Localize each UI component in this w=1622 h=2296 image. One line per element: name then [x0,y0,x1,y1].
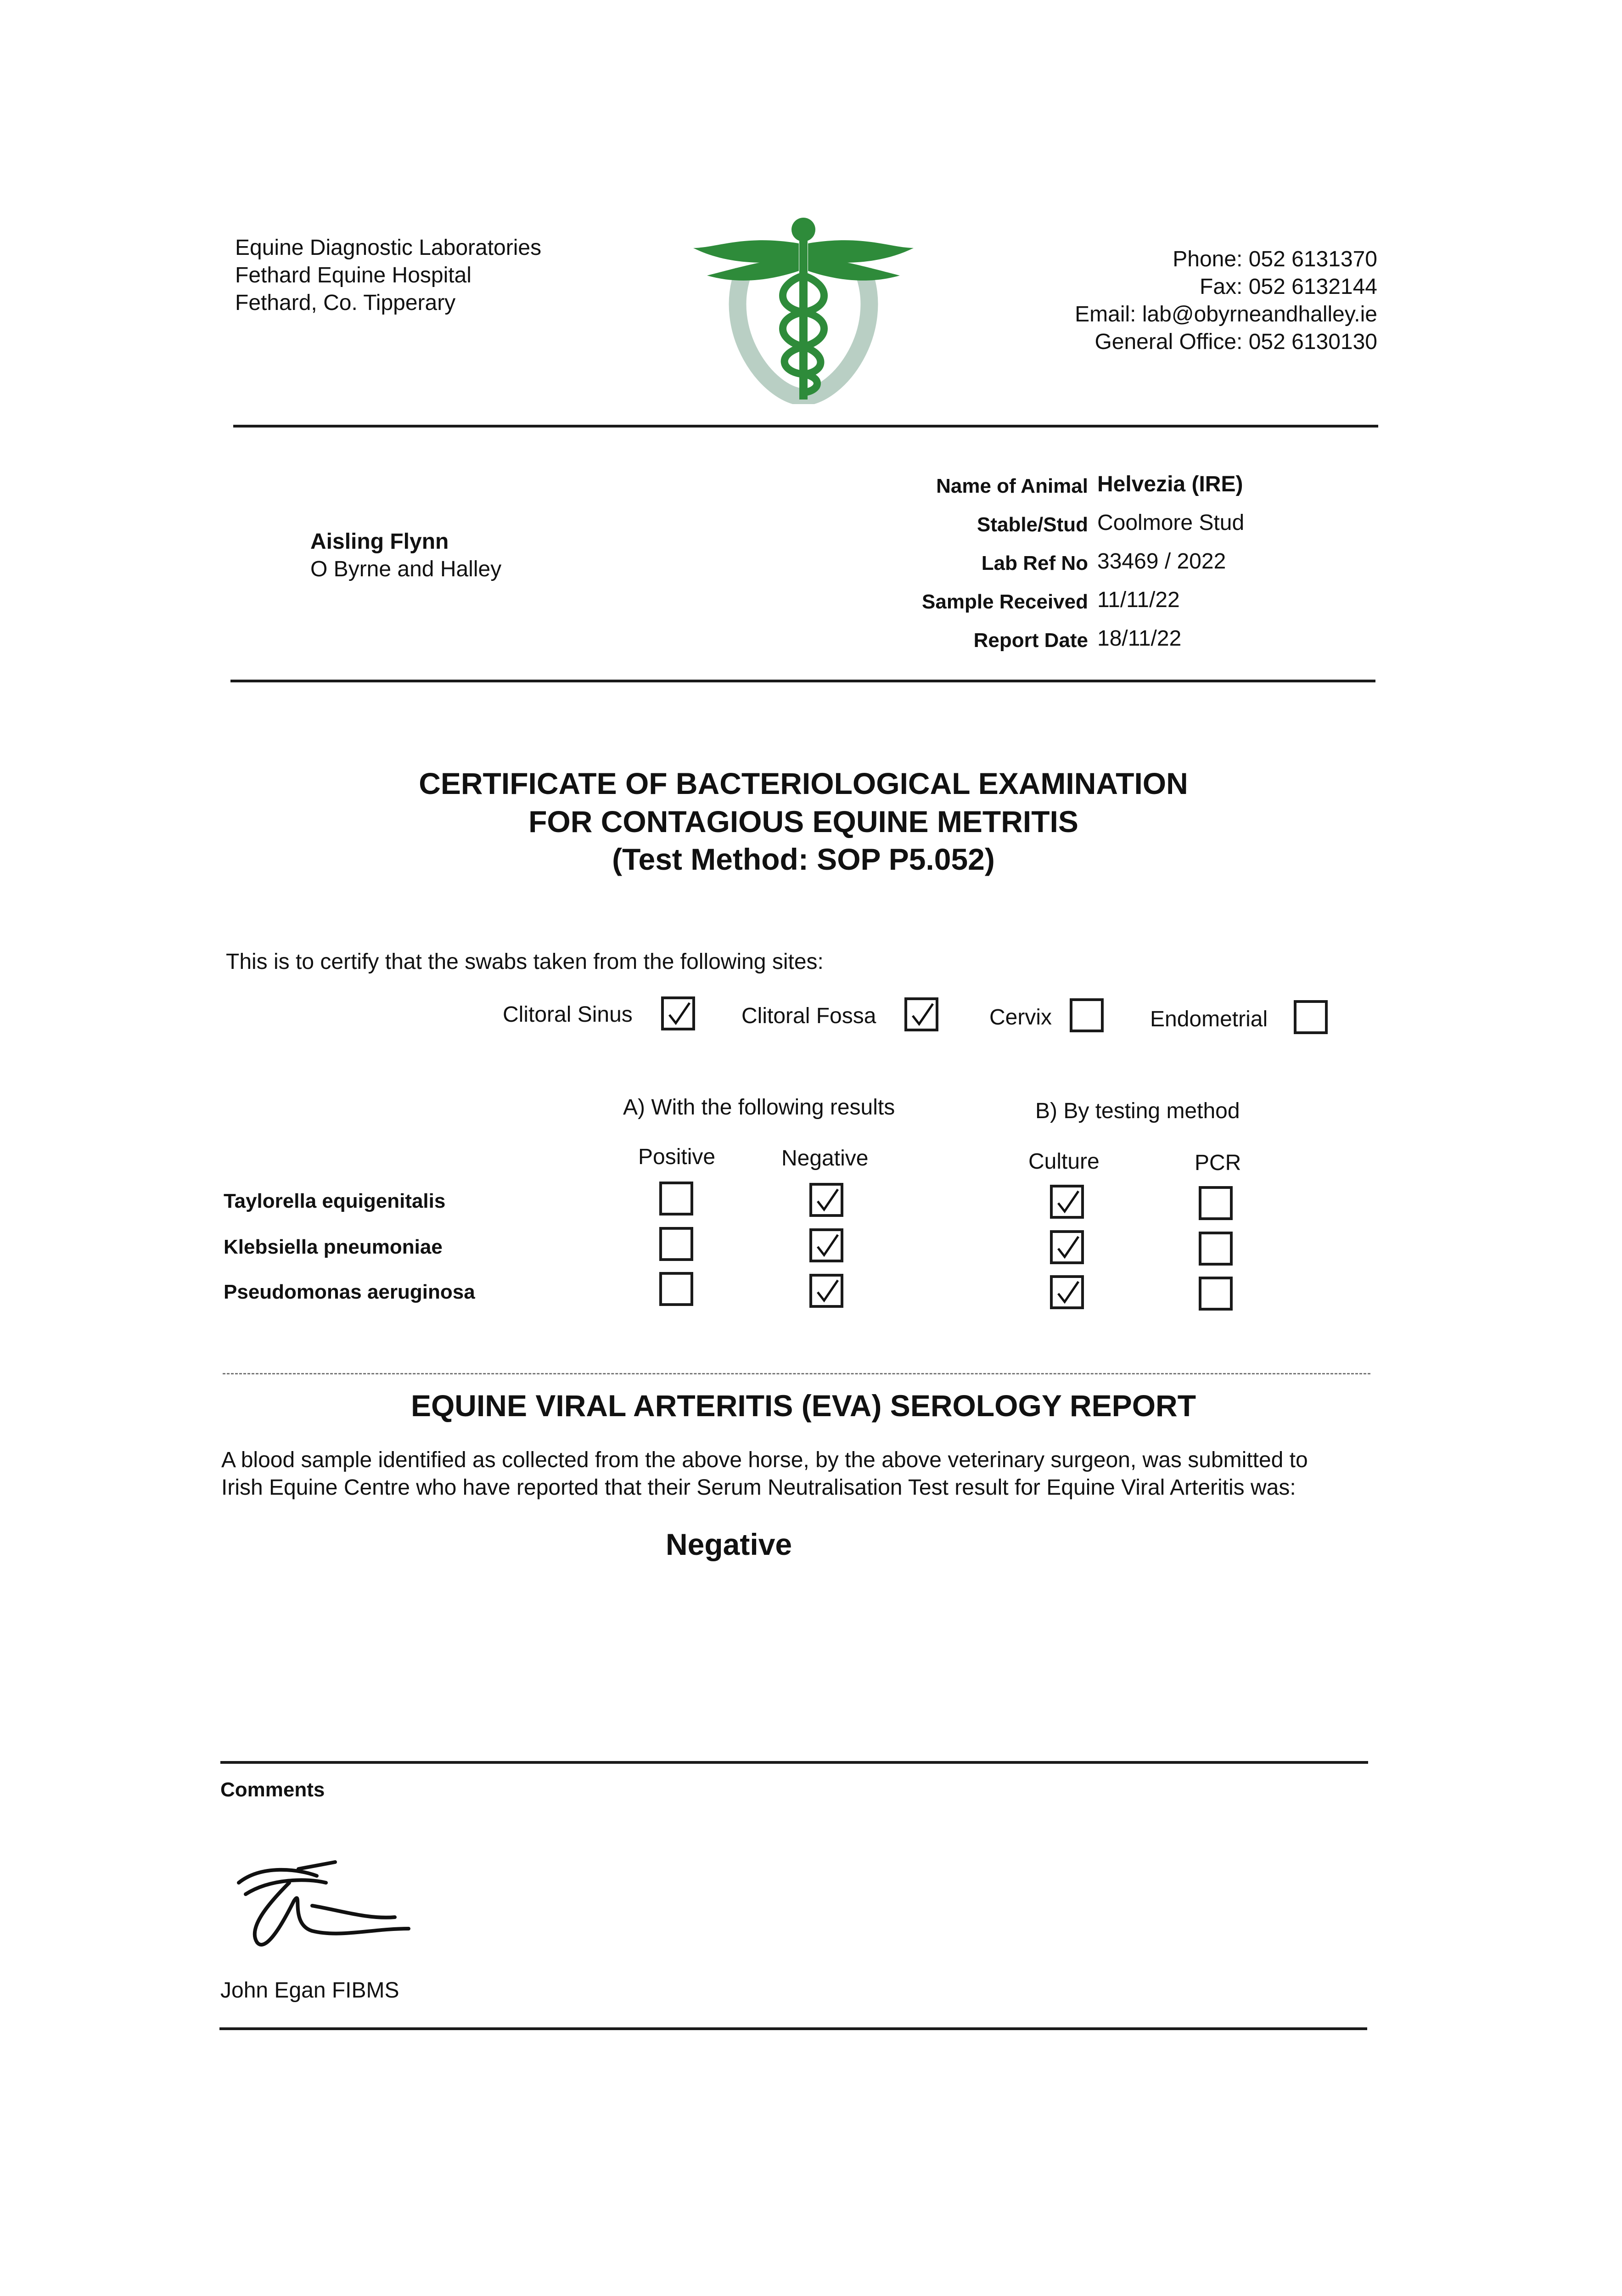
lab-hospital: Fethard Equine Hospital [235,263,471,287]
footer-divider [219,2027,1367,2030]
column-culture: Culture [1028,1149,1100,1174]
culture-checkbox[interactable] [1050,1275,1084,1309]
culture-checkbox[interactable] [1050,1230,1084,1264]
eva-body-line1: A blood sample identified as collected from the above horse, by the above veterinary surgeon, was submitted to [221,1448,1308,1472]
pcr-checkbox[interactable] [1199,1186,1233,1220]
column-negative: Negative [781,1146,869,1171]
checkmark-icon [910,1002,936,1029]
negative-checkbox[interactable] [809,1228,843,1262]
checkmark-icon [815,1233,841,1260]
signatory-name: John Egan FIBMS [220,1978,399,2003]
info-label-received: Sample Received [922,591,1088,613]
checkmark-icon [815,1187,841,1214]
organism-klebsiella: Klebsiella pneumoniae [224,1236,443,1258]
certificate-title-line2: FOR CONTAGIOUS EQUINE METRITIS [528,804,1078,838]
positive-checkbox[interactable] [659,1227,693,1261]
lab-address [235,234,541,317]
eva-title: EQUINE VIRAL ARTERITIS (EVA) SEROLOGY REPORT [410,1389,1196,1423]
info-value-report-date: 18/11/22 [1097,626,1182,651]
info-value-animal: Helvezia (IRE) [1097,472,1243,496]
site-checkbox-cervix[interactable] [1070,998,1104,1032]
general-office: General Office: 052 6130130 [1094,330,1377,354]
comments-label: Comments [220,1778,325,1801]
site-label-clitoral-sinus: Clitoral Sinus [503,1002,633,1027]
pcr-checkbox[interactable] [1199,1232,1233,1266]
site-label-endometrial: Endometrial [1150,1007,1268,1031]
info-label-animal: Name of Animal [936,475,1088,497]
organism-pseudomonas: Pseudomonas aeruginosa [224,1281,475,1303]
site-label-clitoral-fossa: Clitoral Fossa [741,1004,876,1028]
organism-taylorella: Taylorella equigenitalis [224,1190,446,1212]
info-label-stud: Stable/Stud [977,513,1088,536]
checkmark-icon [815,1278,841,1305]
lab-location: Fethard, Co. Tipperary [235,291,456,315]
site-checkbox-endometrial[interactable] [1294,1000,1328,1034]
info-value-labref: 33469 / 2022 [1097,549,1226,574]
site-checkbox-clitoral-fossa[interactable] [904,997,938,1031]
info-label-report-date: Report Date [973,629,1088,652]
positive-checkbox[interactable] [659,1272,693,1306]
site-checkbox-clitoral-sinus[interactable] [661,996,695,1030]
results-heading: A) With the following results [623,1095,895,1120]
certify-intro: This is to certify that the swabs taken from the following sites: [226,950,824,974]
section-divider [223,1373,1370,1374]
phone: Phone: 052 6131370 [1173,247,1377,271]
column-pcr: PCR [1195,1151,1241,1175]
recipient-practice: O Byrne and Halley [310,557,502,581]
column-positive: Positive [638,1145,716,1169]
checkmark-icon [1055,1235,1081,1261]
positive-checkbox[interactable] [659,1182,693,1216]
method-heading: B) By testing method [1035,1099,1240,1123]
eva-body-line2: Irish Equine Centre who have reported that their Serum Neutralisation Test result for Equine Viral Arteritis was: [221,1475,1296,1500]
pcr-checkbox[interactable] [1199,1277,1233,1311]
checkmark-icon [1055,1189,1081,1216]
header-divider [233,425,1378,428]
checkmark-icon [1055,1280,1081,1306]
caduceus-horseshoe-icon [689,216,918,404]
negative-checkbox[interactable] [809,1183,843,1217]
fax: Fax: 052 6132144 [1200,275,1377,299]
certificate-title [321,765,1285,878]
certificate-title-line3: (Test Method: SOP P5.052) [612,842,995,876]
info-value-stud: Coolmore Stud [1097,511,1245,535]
info-divider [230,680,1375,682]
recipient-name: Aisling Flynn [310,529,449,554]
info-label-labref: Lab Ref No [981,552,1088,574]
negative-checkbox[interactable] [809,1274,843,1308]
site-label-cervix: Cervix [989,1005,1052,1030]
lab-contact [1056,246,1377,356]
checkmark-icon [667,1001,692,1028]
email: Email: lab@obyrneandhalley.ie [1075,302,1377,326]
culture-checkbox[interactable] [1050,1185,1084,1219]
eva-result: Negative [666,1527,792,1561]
info-value-received: 11/11/22 [1097,588,1180,612]
lab-name: Equine Diagnostic Laboratories [235,236,542,260]
signature-icon [220,1851,422,1956]
recipient-block [310,528,501,583]
certificate-title-line1: CERTIFICATE OF BACTERIOLOGICAL EXAMINATION [419,766,1188,800]
comments-divider [220,1761,1368,1764]
